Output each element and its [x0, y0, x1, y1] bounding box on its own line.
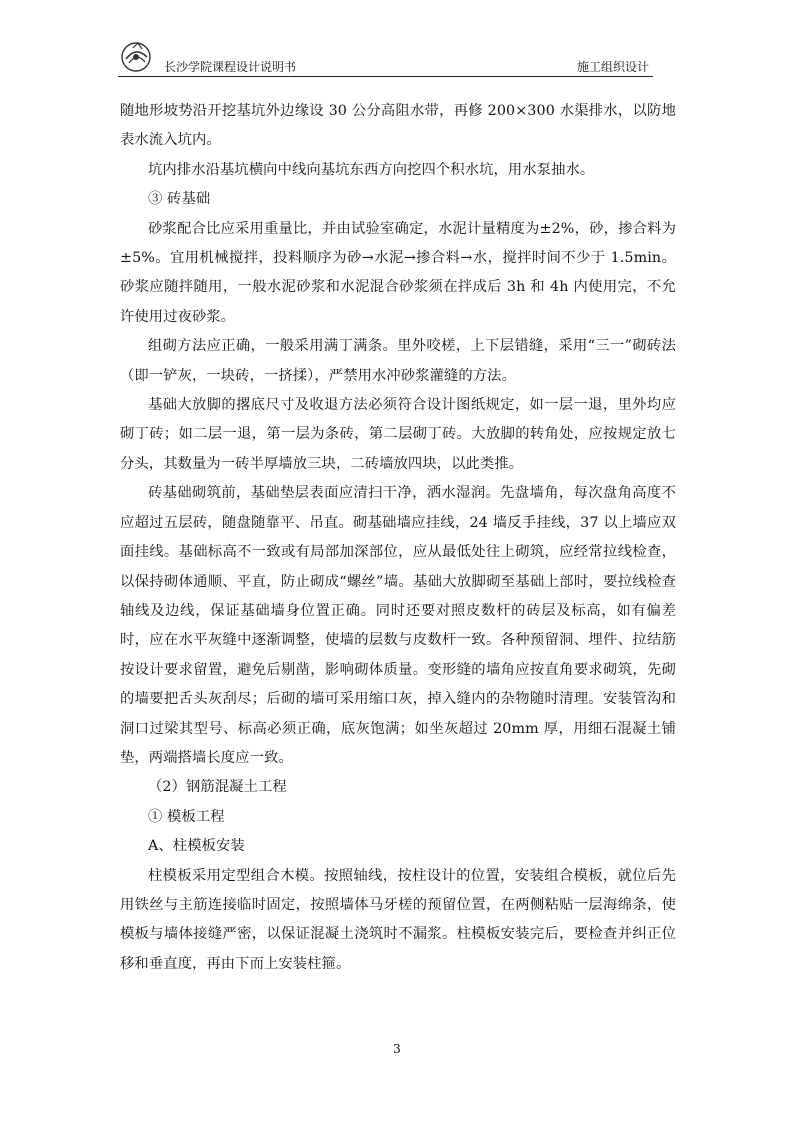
- header-section-title: 施工组织设计: [576, 60, 649, 74]
- paragraph: 坑内排水沿基坑横向中线向基坑东西方向挖四个积水坑，用水泵抽水。: [148, 161, 595, 178]
- paragraph: 柱模板采用定型组合木模。按照轴线，按柱设计的位置，安装组合模板，就位后先用铁丝与主筋连接临时固定，按照墙体马牙槎的预留位置，在两侧粘贴一层海绵条，使模板与墙体接缝严密，以保证混凝土浇筑时不漏浆。柱模板安装完后，要检查并纠正位移和垂直度，再由下而上安装柱箍。: [120, 867, 676, 972]
- paragraph: 随地形坡势沿开挖基坑外边缘设 30 公分高阻水带，再修 200×300 水渠排水，以防地表水流入坑内。: [120, 103, 676, 149]
- paragraph: 基础大放脚的撂底尺寸及收退方法必须符合设计图纸规定，如一层一退，里外均应砌丁砖；如二层一退，第一层为条砖，第二层砌丁砖。大放脚的转角处，应按规定放七分头，其数量为一砖半厚墙放三块，二砖墙放四块，以此类推。: [120, 397, 676, 472]
- paragraph: 组砌方法应正确，一般采用满丁满条。里外咬槎，上下层错缝，采用“三一”砌砖法（即一铲灰，一块砖，一挤揉），严禁用水冲砂浆灌缝的方法。: [120, 338, 676, 384]
- section-heading: A、柱模板安装: [148, 838, 245, 855]
- paragraph: 砂浆配合比应采用重量比，并由试验室确定，水泥计量精度为±2%，砂，掺合料为±5%。宜用机械搅拌，投料顺序为砂→水泥→掺合料→水，搅拌时间不少于 1.5min。砂浆应随拌随用，一般水泥砂浆和水泥混合砂浆须在拌成后 3h 和 4h 内使用完，不允许使用过夜砂浆。: [120, 220, 676, 325]
- page-number: 3: [393, 1042, 401, 1056]
- document-body: [120, 97, 676, 979]
- section-heading: ③ 砖基础: [148, 191, 211, 208]
- page-header: [118, 38, 653, 77]
- paragraph: 砖基础砌筑前，基础垫层表面应清扫干净，洒水湿润。先盘墙角，每次盘角高度不应超过五层砖，随盘随靠平、吊直。砌基础墙应挂线，24 墙反手挂线，37 以上墙应双面挂线。基础标高不一致或有局部加深部位，应从最低处往上砌筑，应经常拉线检查，以保持砌体通顺、平直，防止砌成“螺丝”墙。基础大放脚砌至基础上部时，要拉线检查轴线及边线，保证基础墙身位置正确。同时还要对照皮数杆的砖层及标高，如有偏差时，应在水平灰缝中逐渐调整，使墙的层数与皮数杆一致。各种预留洞、埋件、拉结筋按设计要求留置，避免后剔凿，影响砌体质量。变形缝的墙角应按直角要求砌筑，先砌的墙要把舌头灰刮尽；后砌的墙可采用缩口灰，掉入缝内的杂物随时清理。安装管沟和洞口过梁其型号、标高必须正确，底灰饱满；如坐灰超过 20mm 厚，用细石混凝土铺垫，两端搭墙长度应一致。: [120, 485, 676, 766]
- section-heading: ① 模板工程: [148, 808, 225, 825]
- section-heading: （2）钢筋混凝土工程: [148, 779, 287, 796]
- header-title: 长沙学院课程设计说明书: [164, 60, 297, 74]
- university-logo-icon: [118, 40, 158, 74]
